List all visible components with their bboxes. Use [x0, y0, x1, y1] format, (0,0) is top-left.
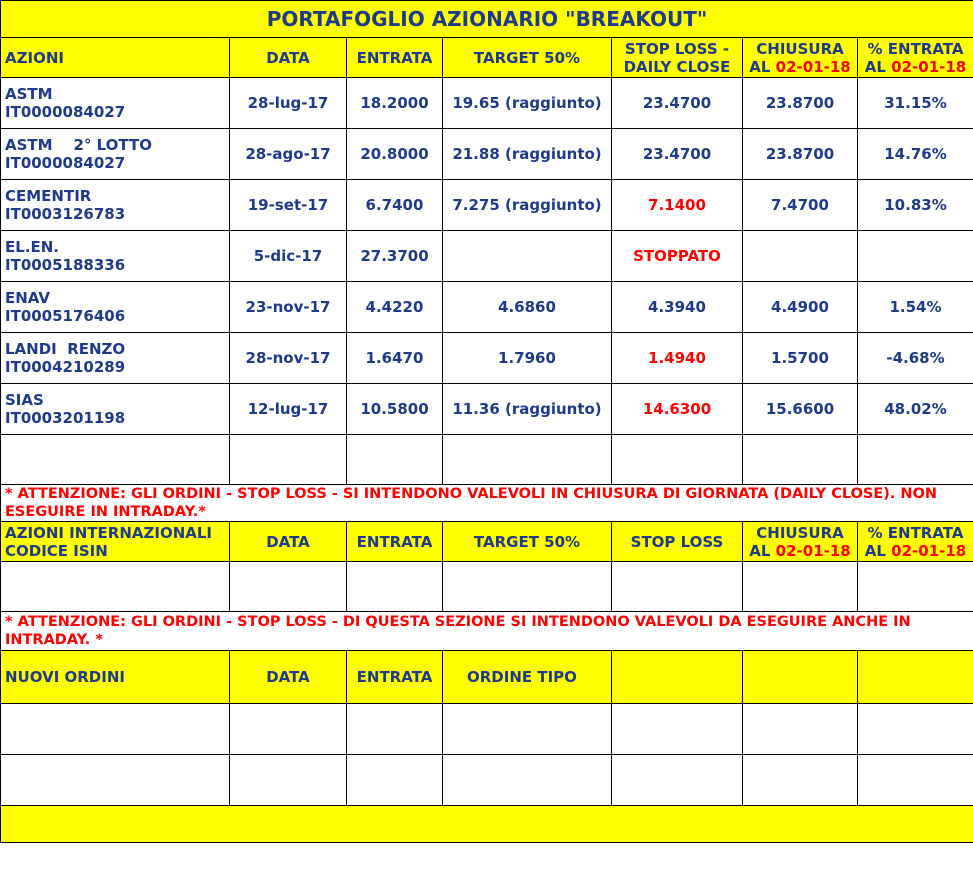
stock-isin: IT0000084027 — [5, 103, 126, 121]
empty-cell[interactable] — [443, 435, 612, 485]
empty-cell[interactable] — [612, 755, 743, 806]
header-intl-line2: CODICE ISIN — [5, 541, 108, 560]
header-nuovi-ordini: NUOVI ORDINI — [1, 651, 230, 704]
stock-pct-change[interactable]: 14.76% — [858, 129, 973, 180]
empty-cell[interactable] — [1, 704, 230, 755]
header-orders-blank — [858, 651, 973, 704]
header-pct-line2 — [862, 58, 969, 76]
header-pct-entrata — [858, 38, 973, 78]
stock-entry[interactable]: 1.6470 — [347, 333, 443, 384]
footer-row — [1, 806, 973, 843]
header-pct-al: AL — [864, 57, 886, 76]
empty-cell[interactable] — [230, 435, 347, 485]
stock-stop-loss[interactable]: STOPPATO — [612, 231, 743, 282]
warning-row-2 — [1, 612, 973, 651]
stock-row — [1, 129, 973, 180]
stock-name: ASTM — [5, 85, 53, 103]
warning-daily-close: * ATTENZIONE: GLI ORDINI - STOP LOSS - SI INTENDONO VALEVOLI IN CHIUSURA DI GIORNATA (DAILY CLOSE). NON ESEGUIRE IN INTRADAY.* — [1, 485, 973, 522]
stock-name: ASTM 2° LOTTO — [5, 136, 152, 154]
empty-cell[interactable] — [612, 704, 743, 755]
empty-cell[interactable] — [230, 755, 347, 806]
header-intl-pct — [858, 522, 973, 562]
empty-cell[interactable] — [743, 704, 858, 755]
stock-entry[interactable]: 6.7400 — [347, 180, 443, 231]
stock-entry[interactable]: 10.5800 — [347, 384, 443, 435]
stock-pct-change[interactable]: 1.54% — [858, 282, 973, 333]
stock-stop-loss[interactable]: 7.1400 — [612, 180, 743, 231]
stock-name-cell[interactable] — [1, 129, 230, 180]
stock-close[interactable] — [743, 231, 858, 282]
header-azioni: AZIONI — [1, 38, 230, 78]
stock-entry[interactable]: 20.8000 — [347, 129, 443, 180]
stock-name: ENAV — [5, 289, 50, 307]
stock-row — [1, 282, 973, 333]
orders-empty-row — [1, 704, 973, 755]
intl-header-row — [1, 522, 973, 562]
stock-name-cell[interactable] — [1, 333, 230, 384]
stock-isin: IT0005176406 — [5, 307, 126, 325]
empty-cell[interactable] — [1, 562, 230, 612]
header-pct-line1: % ENTRATA — [867, 39, 964, 58]
stock-date[interactable]: 19-set-17 — [230, 180, 347, 231]
header-data: DATA — [230, 38, 347, 78]
header-intl-entrata: ENTRATA — [347, 522, 443, 562]
stock-stop-loss[interactable]: 1.4940 — [612, 333, 743, 384]
stock-isin: IT0000084027 — [5, 154, 126, 172]
stock-name: EL.EN. — [5, 238, 60, 256]
header-entrata: ENTRATA — [347, 38, 443, 78]
stock-stop-loss[interactable]: 14.6300 — [612, 384, 743, 435]
header-chiusura-al: AL — [749, 57, 771, 76]
header-chiusura — [743, 38, 858, 78]
empty-cell[interactable] — [612, 562, 743, 612]
stock-target[interactable]: 4.6860 — [443, 282, 612, 333]
stock-name-cell[interactable] — [1, 180, 230, 231]
header-intl-data: DATA — [230, 522, 347, 562]
stock-isin: IT0003126783 — [5, 205, 126, 223]
header-target: TARGET 50% — [443, 38, 612, 78]
empty-cell[interactable] — [858, 562, 973, 612]
empty-cell[interactable] — [230, 704, 347, 755]
stock-target[interactable]: 1.7960 — [443, 333, 612, 384]
header-pct-date: 02-01-18 — [891, 57, 967, 76]
header-orders-data: DATA — [230, 651, 347, 704]
header-intl-pct-line2 — [862, 542, 969, 560]
header-intl-azioni — [1, 522, 230, 562]
header-intl-chiusura — [743, 522, 858, 562]
empty-row — [1, 435, 973, 485]
stock-target[interactable]: 21.88 (raggiunto) — [443, 129, 612, 180]
header-intl-stop: STOP LOSS — [612, 522, 743, 562]
stock-date[interactable]: 28-nov-17 — [230, 333, 347, 384]
stock-name-cell[interactable] — [1, 282, 230, 333]
header-stop-line1: STOP LOSS - — [624, 39, 730, 58]
stock-entry[interactable]: 18.2000 — [347, 78, 443, 129]
stock-pct-change[interactable]: 48.02% — [858, 384, 973, 435]
page-title: PORTAFOGLIO AZIONARIO "BREAKOUT" — [1, 1, 973, 38]
stock-row — [1, 180, 973, 231]
empty-cell[interactable] — [347, 435, 443, 485]
empty-cell[interactable] — [443, 755, 612, 806]
empty-cell[interactable] — [743, 755, 858, 806]
header-intl-chiusura-date: 02-01-18 — [775, 541, 851, 560]
empty-cell[interactable] — [347, 755, 443, 806]
stock-row — [1, 231, 973, 282]
header-intl-target: TARGET 50% — [443, 522, 612, 562]
empty-cell[interactable] — [443, 562, 612, 612]
stock-date[interactable]: 5-dic-17 — [230, 231, 347, 282]
stock-pct-change[interactable]: 10.83% — [858, 180, 973, 231]
stock-name-cell[interactable] — [1, 231, 230, 282]
empty-cell[interactable] — [230, 562, 347, 612]
header-intl-pct-line1: % ENTRATA — [867, 523, 964, 542]
stock-target[interactable]: 11.36 (raggiunto) — [443, 384, 612, 435]
stock-date[interactable]: 23-nov-17 — [230, 282, 347, 333]
stock-row — [1, 384, 973, 435]
main-header-row — [1, 38, 973, 78]
header-chiusura-line1: CHIUSURA — [756, 39, 844, 58]
stock-entry[interactable]: 27.3700 — [347, 231, 443, 282]
stock-name: LANDI RENZO — [5, 340, 126, 358]
stock-close[interactable]: 15.6600 — [743, 384, 858, 435]
empty-cell[interactable] — [858, 704, 973, 755]
stock-close[interactable]: 7.4700 — [743, 180, 858, 231]
stock-target[interactable]: 19.65 (raggiunto) — [443, 78, 612, 129]
header-stop-loss — [612, 38, 743, 78]
orders-empty-row — [1, 755, 973, 806]
header-intl-chiusura-line2 — [747, 542, 853, 560]
header-chiusura-line2 — [747, 58, 853, 76]
stock-stop-loss[interactable]: 23.4700 — [612, 129, 743, 180]
header-intl-line1: AZIONI INTERNAZIONALI — [5, 523, 213, 542]
header-intl-chiusura-al: AL — [749, 541, 771, 560]
empty-cell[interactable] — [443, 704, 612, 755]
orders-header-row — [1, 651, 973, 704]
stock-row — [1, 78, 973, 129]
intl-empty-row — [1, 562, 973, 612]
stock-target[interactable] — [443, 231, 612, 282]
empty-cell[interactable] — [612, 435, 743, 485]
warning-intraday: * ATTENZIONE: GLI ORDINI - STOP LOSS - DI QUESTA SEZIONE SI INTENDONO VALEVOLI DA ESEGUIRE ANCHE IN INTRADAY. * — [1, 612, 973, 651]
stock-date[interactable]: 28-ago-17 — [230, 129, 347, 180]
stock-name: SIAS — [5, 391, 44, 409]
header-orders-entrata: ENTRATA — [347, 651, 443, 704]
stock-date[interactable]: 12-lug-17 — [230, 384, 347, 435]
empty-cell[interactable] — [743, 562, 858, 612]
empty-cell[interactable] — [347, 562, 443, 612]
stock-entry[interactable]: 4.4220 — [347, 282, 443, 333]
empty-cell[interactable] — [1, 755, 230, 806]
stock-close[interactable]: 1.5700 — [743, 333, 858, 384]
stock-pct-change[interactable] — [858, 231, 973, 282]
stock-isin: IT0003201198 — [5, 409, 126, 427]
header-stop-line2: DAILY CLOSE — [623, 57, 731, 76]
stock-rows — [1, 78, 973, 435]
stock-date[interactable]: 28-lug-17 — [230, 78, 347, 129]
header-chiusura-date: 02-01-18 — [775, 57, 851, 76]
stock-close[interactable]: 4.4900 — [743, 282, 858, 333]
empty-cell[interactable] — [743, 435, 858, 485]
stock-close[interactable]: 23.8700 — [743, 129, 858, 180]
empty-cell[interactable] — [858, 435, 973, 485]
stock-pct-change[interactable]: 31.15% — [858, 78, 973, 129]
header-ordine-tipo: ORDINE TIPO — [443, 651, 612, 704]
header-intl-pct-date: 02-01-18 — [891, 541, 967, 560]
stock-target[interactable]: 7.275 (raggiunto) — [443, 180, 612, 231]
header-intl-chiusura-line1: CHIUSURA — [756, 523, 844, 542]
title-row — [1, 1, 973, 38]
header-orders-blank — [612, 651, 743, 704]
stock-isin: IT0005188336 — [5, 256, 126, 274]
stock-isin: IT0004210289 — [5, 358, 126, 376]
footer-bar — [1, 806, 973, 843]
stock-pct-change[interactable]: -4.68% — [858, 333, 973, 384]
empty-cell[interactable] — [1, 435, 230, 485]
stock-name-cell[interactable] — [1, 384, 230, 435]
stock-stop-loss[interactable]: 23.4700 — [612, 78, 743, 129]
empty-cell[interactable] — [858, 755, 973, 806]
stock-stop-loss[interactable]: 4.3940 — [612, 282, 743, 333]
warning-row-1 — [1, 485, 973, 522]
empty-cell[interactable] — [347, 704, 443, 755]
header-intl-pct-al: AL — [864, 541, 886, 560]
stock-name-cell[interactable] — [1, 78, 230, 129]
header-orders-blank — [743, 651, 858, 704]
stock-row — [1, 333, 973, 384]
stock-close[interactable]: 23.8700 — [743, 78, 858, 129]
stock-name: CEMENTIR — [5, 187, 92, 205]
